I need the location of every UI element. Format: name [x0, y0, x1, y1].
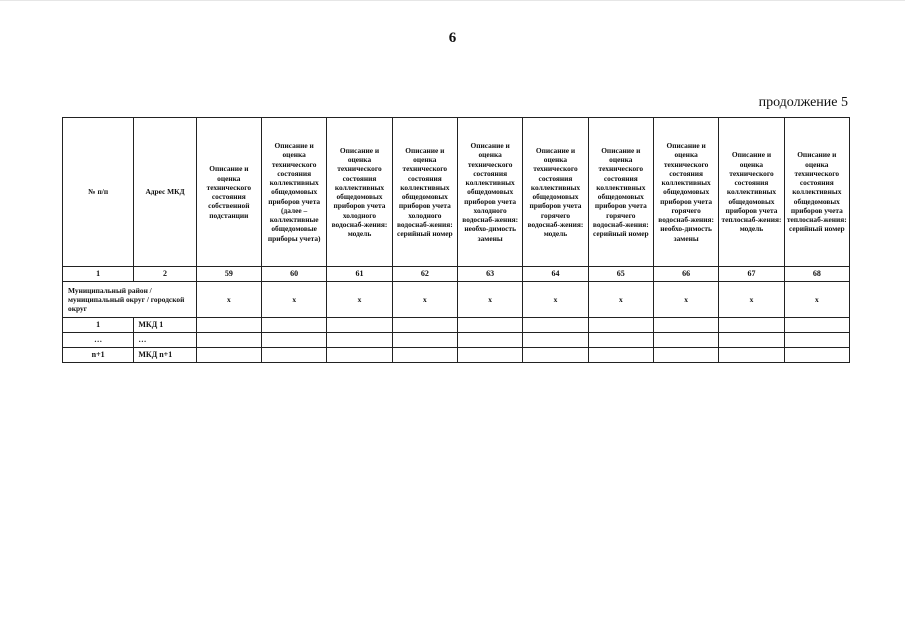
row-number: n+1	[63, 348, 134, 363]
empty-cell	[196, 333, 261, 348]
empty-cell	[392, 318, 457, 333]
empty-cell	[327, 333, 392, 348]
empty-cell	[523, 348, 588, 363]
header-cell-68: Описание и оценка технического состояния коллективных общедомовых приборов учета теплоснаб-жения: серийный номер	[784, 118, 849, 267]
continuation-label: продолжение 5	[758, 95, 848, 110]
row-number: 1	[63, 318, 134, 333]
empty-cell	[653, 333, 718, 348]
column-number: 59	[196, 267, 261, 282]
header-cell-66: Описание и оценка технического состояния коллективных общедомовых приборов учета горячего водоснаб-жения: необхо-димость замены	[653, 118, 718, 267]
region-mark: x	[196, 282, 261, 318]
empty-cell	[392, 333, 457, 348]
empty-cell	[523, 318, 588, 333]
column-number: 65	[588, 267, 653, 282]
scan-edge-mark	[0, 0, 905, 1]
table-row	[63, 333, 850, 348]
empty-cell	[719, 318, 784, 333]
header-cell-63: Описание и оценка технического состояния коллективных общедомовых приборов учета холодного водоснаб-жения: необхо-димость замены	[457, 118, 522, 267]
column-number: 61	[327, 267, 392, 282]
region-mark: x	[588, 282, 653, 318]
header-row	[63, 118, 850, 267]
row-address: …	[134, 333, 196, 348]
column-number: 66	[653, 267, 718, 282]
empty-cell	[262, 318, 327, 333]
region-mark: x	[653, 282, 718, 318]
region-mark: x	[719, 282, 784, 318]
region-label: Муниципальный район / муниципальный округ / городской округ	[63, 282, 197, 318]
header-cell-65: Описание и оценка технического состояния коллективных общедомовых приборов учета горячего водоснаб-жения: серийный номер	[588, 118, 653, 267]
table-row	[63, 318, 850, 333]
header-cell-62: Описание и оценка технического состояния коллективных общедомовых приборов учета холодного водоснаб-жения: серийный номер	[392, 118, 457, 267]
row-address: МКД n+1	[134, 348, 196, 363]
empty-cell	[262, 333, 327, 348]
column-number: 64	[523, 267, 588, 282]
column-number: 67	[719, 267, 784, 282]
empty-cell	[653, 348, 718, 363]
header-cell-59: Описание и оценка технического состояния собственной подстанции	[196, 118, 261, 267]
empty-cell	[784, 318, 849, 333]
column-number: 68	[784, 267, 849, 282]
row-address: МКД 1	[134, 318, 196, 333]
empty-cell	[392, 348, 457, 363]
empty-cell	[784, 348, 849, 363]
empty-cell	[457, 348, 522, 363]
table-row	[63, 348, 850, 363]
column-number: 1	[63, 267, 134, 282]
region-row	[63, 282, 850, 318]
empty-cell	[196, 318, 261, 333]
header-cell-number: № п/п	[63, 118, 134, 267]
header-cell-61: Описание и оценка технического состояния коллективных общедомовых приборов учета холодного водоснаб-жения: модель	[327, 118, 392, 267]
column-number-row	[63, 267, 850, 282]
region-mark: x	[784, 282, 849, 318]
empty-cell	[327, 318, 392, 333]
region-mark: x	[523, 282, 588, 318]
empty-cell	[262, 348, 327, 363]
header-cell-60: Описание и оценка технического состояния коллективных общедомовых приборов учета (далее – коллективные общедомовые приборы учета)	[262, 118, 327, 267]
column-number: 62	[392, 267, 457, 282]
header-cell-64: Описание и оценка технического состояния коллективных общедомовых приборов учета горячего водоснаб-жения: модель	[523, 118, 588, 267]
row-number: …	[63, 333, 134, 348]
empty-cell	[588, 318, 653, 333]
empty-cell	[457, 318, 522, 333]
empty-cell	[719, 333, 784, 348]
meter-description-table	[62, 117, 850, 363]
empty-cell	[588, 348, 653, 363]
column-number: 2	[134, 267, 196, 282]
empty-cell	[196, 348, 261, 363]
column-number: 63	[457, 267, 522, 282]
region-mark: x	[327, 282, 392, 318]
column-number: 60	[262, 267, 327, 282]
page-number: 6	[448, 30, 457, 46]
empty-cell	[523, 333, 588, 348]
region-mark: x	[457, 282, 522, 318]
header-cell-address: Адрес МКД	[134, 118, 196, 267]
region-mark: x	[262, 282, 327, 318]
empty-cell	[457, 333, 522, 348]
region-mark: x	[392, 282, 457, 318]
empty-cell	[653, 318, 718, 333]
empty-cell	[719, 348, 784, 363]
empty-cell	[784, 333, 849, 348]
empty-cell	[327, 348, 392, 363]
empty-cell	[588, 333, 653, 348]
header-cell-67: Описание и оценка технического состояния коллективных общедомовых приборов учета теплоснаб-жения: модель	[719, 118, 784, 267]
